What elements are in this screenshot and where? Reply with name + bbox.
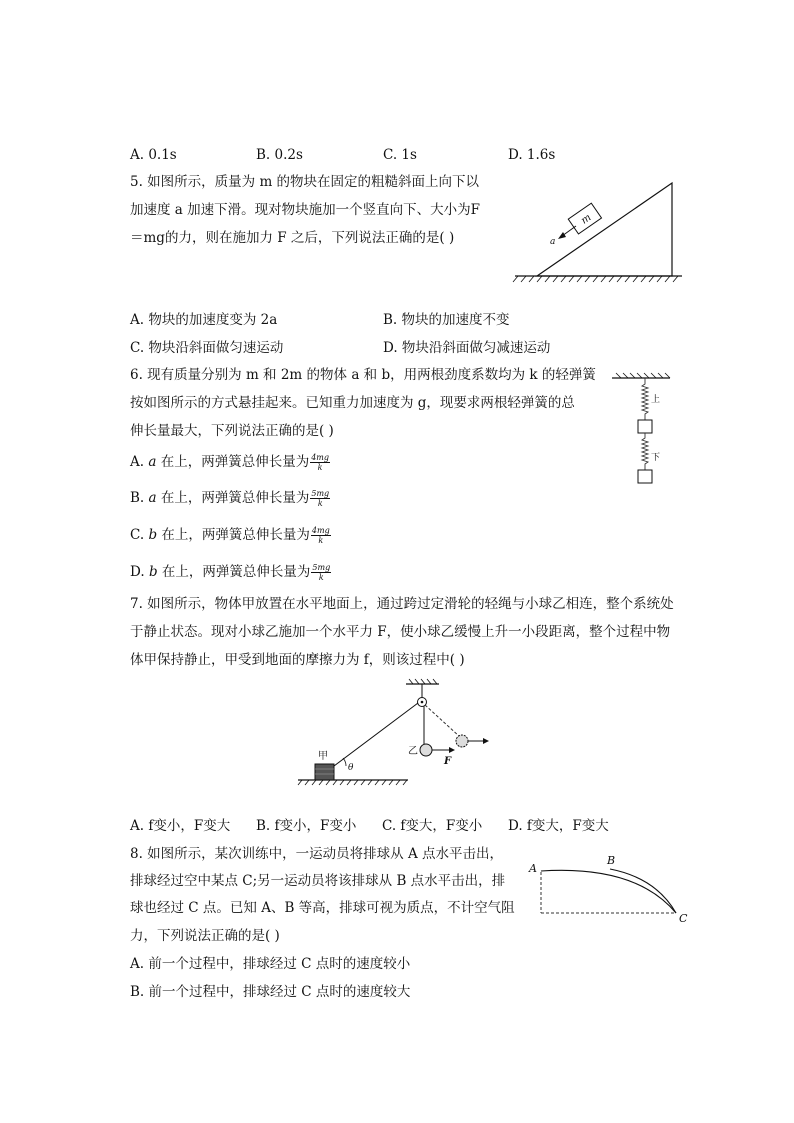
q4-option-c: C. 1s bbox=[383, 147, 417, 163]
q7-block bbox=[315, 764, 334, 780]
q6-lower-block bbox=[638, 470, 652, 483]
q8-label-c: C bbox=[679, 912, 688, 925]
q6-upper-spring bbox=[642, 378, 648, 420]
q7-stem-line-2: 于静止状态。现对小球乙施加一个水平力 F，使小球乙缓慢上升一小段距离，整个过程中物 bbox=[130, 624, 671, 640]
q5-option-a: A. 物块的加速度变为 2a bbox=[130, 312, 278, 328]
q6-option-a: A. a 在上，两弹簧总伸长量为 $\frac{4mg}{k}$ bbox=[130, 453, 329, 472]
q5-accel-label: a bbox=[550, 237, 556, 247]
q4-option-a: A. 0.1s bbox=[130, 147, 177, 163]
q5-accel-arrowhead bbox=[558, 232, 566, 239]
q7-rope-dashed bbox=[425, 705, 459, 736]
q6-lower-spring bbox=[642, 433, 648, 470]
q5-option-d: D. 物块沿斜面做匀减速运动 bbox=[383, 340, 551, 356]
q6-option-c-fraction: $\frac{4mg}{k}$ bbox=[311, 526, 330, 545]
q7-block-label: 甲 bbox=[318, 751, 328, 762]
q6-upper-block bbox=[638, 420, 652, 433]
q6-option-b-fraction: $\frac{5mg}{k}$ bbox=[311, 489, 330, 508]
q8-option-b: B. 前一个过程中，排球经过 C 点时的速度较大 bbox=[130, 984, 411, 1000]
q6-option-c: C. b 在上，两弹簧总伸长量为 $\frac{4mg}{k}$ bbox=[130, 526, 330, 545]
q6-stem-line-3: 伸长量最大，下列说法正确的是( ) bbox=[130, 423, 334, 439]
q5-stem-line-2: 加速度 a 加速下滑。现对物块施加一个竖直向下、大小为F bbox=[130, 202, 480, 218]
q8-stem-line-3: 球也经过 C 点。已知 A、B 等高，排球可视为质点，不计空气阻 bbox=[130, 900, 515, 916]
q5-block-label: m bbox=[579, 212, 594, 227]
q8-option-a: A. 前一个过程中，排球经过 C 点时的速度较小 bbox=[130, 956, 411, 972]
q7-force-label: F bbox=[444, 756, 452, 767]
q7-ball-initial bbox=[420, 744, 432, 756]
q7-pulley-figure bbox=[296, 678, 496, 790]
q6-option-a-fraction: $\frac{4mg}{k}$ bbox=[311, 453, 329, 472]
q5-incline-figure bbox=[510, 180, 690, 290]
q7-option-d: D. f变大，F变大 bbox=[508, 818, 609, 834]
q8-trajectory-a bbox=[541, 870, 676, 913]
q8-trajectory-figure bbox=[526, 850, 696, 930]
q4-option-b: B. 0.2s bbox=[256, 147, 303, 163]
q6-stem-line-2: 按如图所示的方式悬挂起来。已知重力加速度为 g，现要求两根轻弹簧的总 bbox=[130, 395, 575, 411]
q6-lower-label: 下 bbox=[651, 453, 661, 463]
q6-option-b: B. a 在上，两弹簧总伸长量为 $\frac{5mg}{k}$ bbox=[130, 489, 330, 508]
q6-upper-label: 上 bbox=[651, 395, 661, 405]
q8-stem-line-1: 8. 如图所示，某次训练中，一运动员将排球从 A 点水平击出， bbox=[130, 846, 504, 862]
q7-option-b: B. f变小，F变小 bbox=[256, 818, 357, 834]
q8-stem-line-4: 力，下列说法正确的是( ) bbox=[130, 928, 280, 944]
q5-stem-line-3: ＝mg的力，则在施加力 F 之后，下列说法正确的是( ) bbox=[130, 230, 455, 246]
q7-stem-line-3: 体甲保持静止，甲受到地面的摩擦力为 f，则该过程中( ) bbox=[130, 652, 465, 668]
q5-stem-line-1: 5. 如图所示，质量为 m 的物块在固定的粗糙斜面上向下以 bbox=[130, 174, 480, 190]
q8-trajectory-b bbox=[610, 869, 676, 913]
q5-option-b: B. 物块的加速度不变 bbox=[383, 312, 510, 328]
q8-label-a: A bbox=[529, 862, 537, 875]
q6-option-d-fraction: $\frac{5mg}{k}$ bbox=[312, 563, 331, 582]
q5-option-c: C. 物块沿斜面做匀速运动 bbox=[130, 340, 284, 356]
q7-stem-line-1: 7. 如图所示，物体甲放置在水平地面上，通过跨过定滑轮的轻绳与小球乙相连，整个系统处 bbox=[130, 596, 674, 612]
q8-stem-line-2: 排球经过空中某点 C;另一运动员将该排球从 B 点水平击出，排 bbox=[130, 873, 506, 889]
q7-rope-to-block bbox=[334, 703, 418, 766]
q7-ball-label: 乙 bbox=[408, 746, 418, 757]
q7-option-a: A. f变小，F变大 bbox=[130, 818, 231, 834]
q6-option-d: D. b 在上，两弹簧总伸长量为 $\frac{5mg}{k}$ bbox=[130, 563, 331, 582]
q7-ball-moved bbox=[456, 735, 468, 747]
q7-angle-label: θ bbox=[348, 763, 354, 773]
q7-option-c: C. f变大，F变小 bbox=[382, 818, 483, 834]
q6-spring-figure bbox=[608, 372, 674, 487]
q5-block bbox=[568, 203, 601, 234]
q4-option-d: D. 1.6s bbox=[508, 147, 556, 163]
q6-stem-line-1: 6. 现有质量分别为 m 和 2m 的物体 a 和 b，用两根劲度系数均为 k 的轻弹簧 bbox=[130, 367, 596, 383]
q8-label-b: B bbox=[607, 854, 616, 867]
